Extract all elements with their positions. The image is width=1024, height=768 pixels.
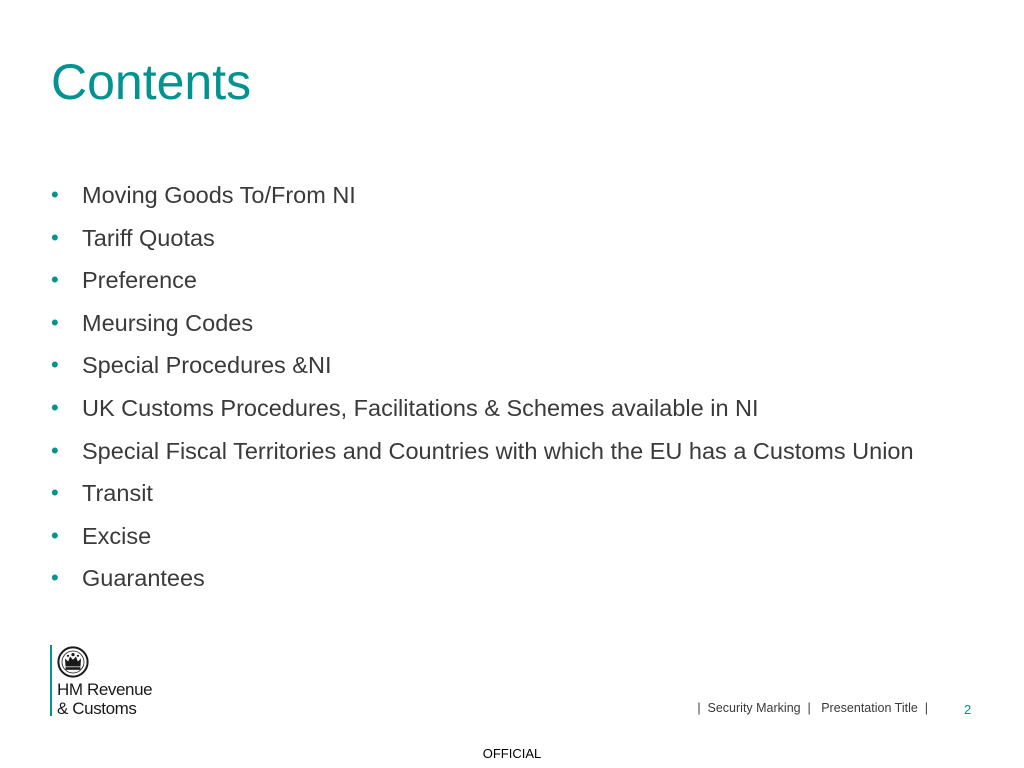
list-item [51,265,951,296]
slide-title: Contents [51,54,252,110]
logo-divider [50,645,52,716]
list-item-text: Transit [82,480,153,507]
list-item-text: UK Customs Procedures, Facilitations & Schemes available in NI [82,394,759,421]
list-item-text: Moving Goods To/From NI [82,182,356,208]
list-item [51,350,951,381]
list-item [51,223,951,254]
list-item-text: Meursing Codes [82,309,254,336]
page-number: 2 [964,702,972,717]
bullet-icon: • [51,182,59,207]
list-item-text: Tariff Quotas [82,224,215,251]
hmrc-logo [50,645,190,717]
bullet-icon: • [51,224,59,250]
list-item [51,308,951,339]
list-item [51,180,951,211]
bullet-icon: • [51,522,59,548]
bullet-icon: • [51,309,59,335]
contents-list [51,180,951,606]
list-item-text: Special Fiscal Territories and Countries with which the EU has a Customs Union [82,437,914,464]
footer-meta: | Security Marking | Presentation Title | [697,701,928,715]
logo-text-line1: HM Revenue [57,680,153,699]
list-item [51,436,951,467]
bullet-icon: • [51,267,59,293]
list-item [51,521,951,552]
list-item [51,478,951,509]
crown-crest-icon [57,646,89,678]
bullet-icon: • [51,394,59,420]
bullet-icon: • [51,565,59,591]
list-item [51,563,951,594]
bullet-icon: • [51,480,59,506]
list-item-text: Excise [82,522,152,549]
security-classification: OFFICIAL [482,746,542,761]
list-item-text: Special Procedures &NI [82,352,332,379]
logo-text-line2: & Customs [57,699,137,718]
list-item-text: Guarantees [82,565,205,592]
list-item [51,393,951,424]
list-item-text: Preference [82,267,197,294]
bullet-icon: • [51,352,59,378]
bullet-icon: • [51,437,59,463]
